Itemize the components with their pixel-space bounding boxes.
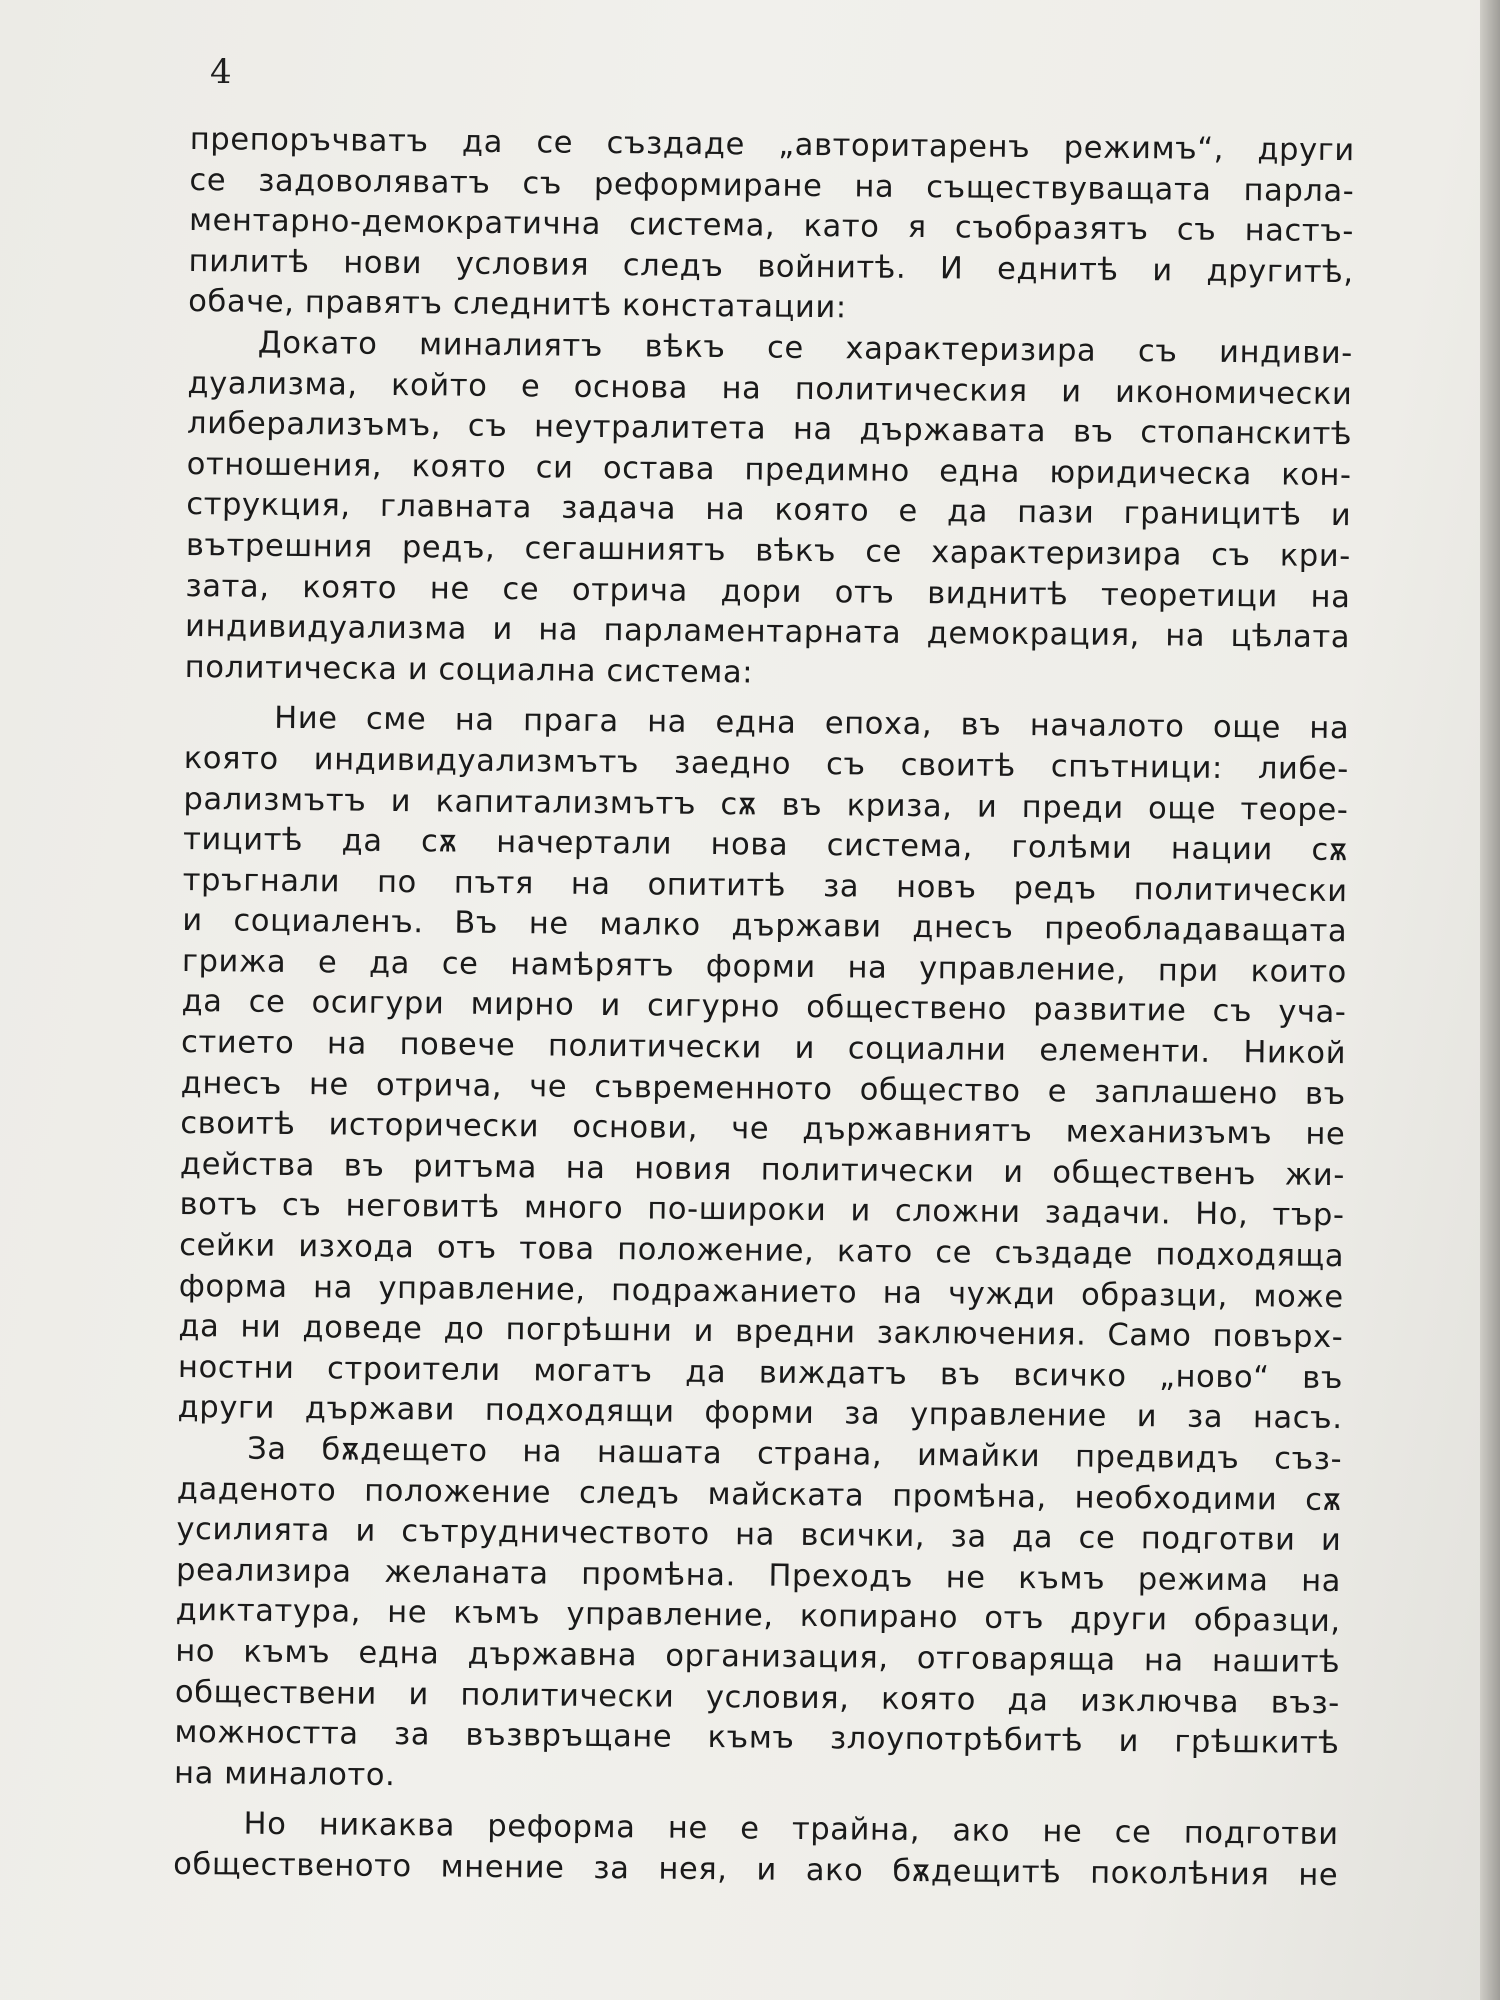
text-line: грижа е да се намѣрятъ форми на управление, при които xyxy=(181,943,1348,991)
text-line: пилитѣ нови условия следъ войнитѣ. И еднитѣ и другитѣ, xyxy=(188,243,1354,290)
text-line: ментарно-демократична система, като я съобразятъ съ настъ- xyxy=(188,203,1355,250)
text-line: своитѣ исторически основи, че държавниятъ механизъмъ не xyxy=(180,1106,1346,1153)
text-line: тицитѣ да сѫ начертали нова система, голѣми нации сѫ xyxy=(182,822,1349,869)
text-line: сейки изхода отъ това положение, като се създаде подходяща xyxy=(179,1227,1345,1275)
text-line: се задоволяватъ съ реформиране на съществуващата парла- xyxy=(189,162,1355,209)
text-line: вътрешния редъ, сегашниятъ вѣкъ се характеризира съ кри- xyxy=(185,527,1352,575)
text-line: либерализъмъ, съ неутралитета на държавата въ стопанскитѣ xyxy=(186,406,1353,453)
text-line: усилията и сътрудничеството на всички, за да се подготви и xyxy=(176,1512,1342,1559)
text-line: индивидуализма и на парламентарната демокрация, на цѣлата xyxy=(184,609,1351,656)
page-number: 4 xyxy=(210,52,232,92)
text-line: можността за възвръщане къмъ злоупотрѣбитѣ и грѣшкитѣ xyxy=(174,1715,1340,1762)
text-line: ностни строители могатъ да виждатъ въ всичко „ново“ въ xyxy=(177,1349,1344,1396)
text-line: реализира желаната промѣна. Преходъ не къмъ режима на xyxy=(175,1552,1342,1599)
text-line: и социаленъ. Въ не малко държави днесъ преобладаващата xyxy=(182,903,1348,950)
text-line: днесъ не отрича, че съвременното общество е заплашено въ xyxy=(180,1065,1346,1112)
text-line: отношения, която си остава предимно една юридическа кон- xyxy=(186,446,1352,493)
text-line: която индивидуализмътъ заедно съ своитѣ спътници: либе- xyxy=(183,740,1349,788)
text-line: обаче, правятъ следнитѣ констатации: xyxy=(188,284,847,326)
text-line: да ни доведе до погрѣшни и вредни заключения. Само повърх- xyxy=(178,1309,1344,1356)
text-line: обществени и политически условия, която да изключва въз- xyxy=(174,1674,1341,1721)
text-line: общественото мнение за нея, и ако бѫдещитѣ поколѣния не xyxy=(173,1846,1339,1894)
text-line: зата, която не се отрича дори отъ виднитѣ теоретици на xyxy=(185,568,1351,615)
text-line: но къмъ една държавна организация, отговаряща на нашитѣ xyxy=(175,1633,1341,1681)
text-line: действа въ ритъма на новия политически и общественъ жи- xyxy=(179,1146,1346,1193)
text-line: препоръчватъ да се създаде „авторитаренъ режимъ“, други xyxy=(189,121,1355,169)
next-page-edge xyxy=(1480,0,1500,2000)
text-line: Ние сме на прага на една епоха, въ началото още на xyxy=(274,701,1350,747)
text-line: За бѫдещето на нашата страна, имайки предвидъ съз- xyxy=(247,1431,1343,1478)
text-line: да се осигури мирно и сигурно обществено развитие съ уча- xyxy=(181,984,1347,1031)
text-line: дуализма, който е основа на политическия и икономически xyxy=(187,365,1353,412)
text-line: Но никаква реформа не е трайна, ако не се подготви xyxy=(243,1806,1339,1853)
text-line: вотъ съ неговитѣ много по-широки и сложни задачи. Но, тър- xyxy=(179,1187,1345,1234)
text-line: даденото положение следъ майската промѣна, необходими сѫ xyxy=(176,1471,1342,1518)
text-line: политическа и социална система: xyxy=(184,649,754,691)
text-line: струкция, главната задача на която е да пази границитѣ и xyxy=(186,487,1352,534)
text-line: форма на управление, подражанието на чужди образци, може xyxy=(178,1268,1344,1315)
body-text xyxy=(173,120,1355,1897)
text-line: Докато миналиятъ вѣкъ се характеризира съ индиви- xyxy=(257,325,1353,372)
text-line: други държави подходящи форми за управление и за насъ. xyxy=(177,1390,1343,1437)
text-line: стието на повече политически и социални елементи. Никой xyxy=(180,1025,1347,1072)
text-line: тръгнали по пътя на опититѣ за новъ редъ политически xyxy=(182,862,1348,909)
text-line: рализмътъ и капитализмътъ сѫ въ криза, и преди още теоре- xyxy=(183,781,1349,828)
text-line: диктатура, не къмъ управление, копирано отъ други образци, xyxy=(175,1593,1341,1640)
text-line: на миналото. xyxy=(173,1755,396,1793)
